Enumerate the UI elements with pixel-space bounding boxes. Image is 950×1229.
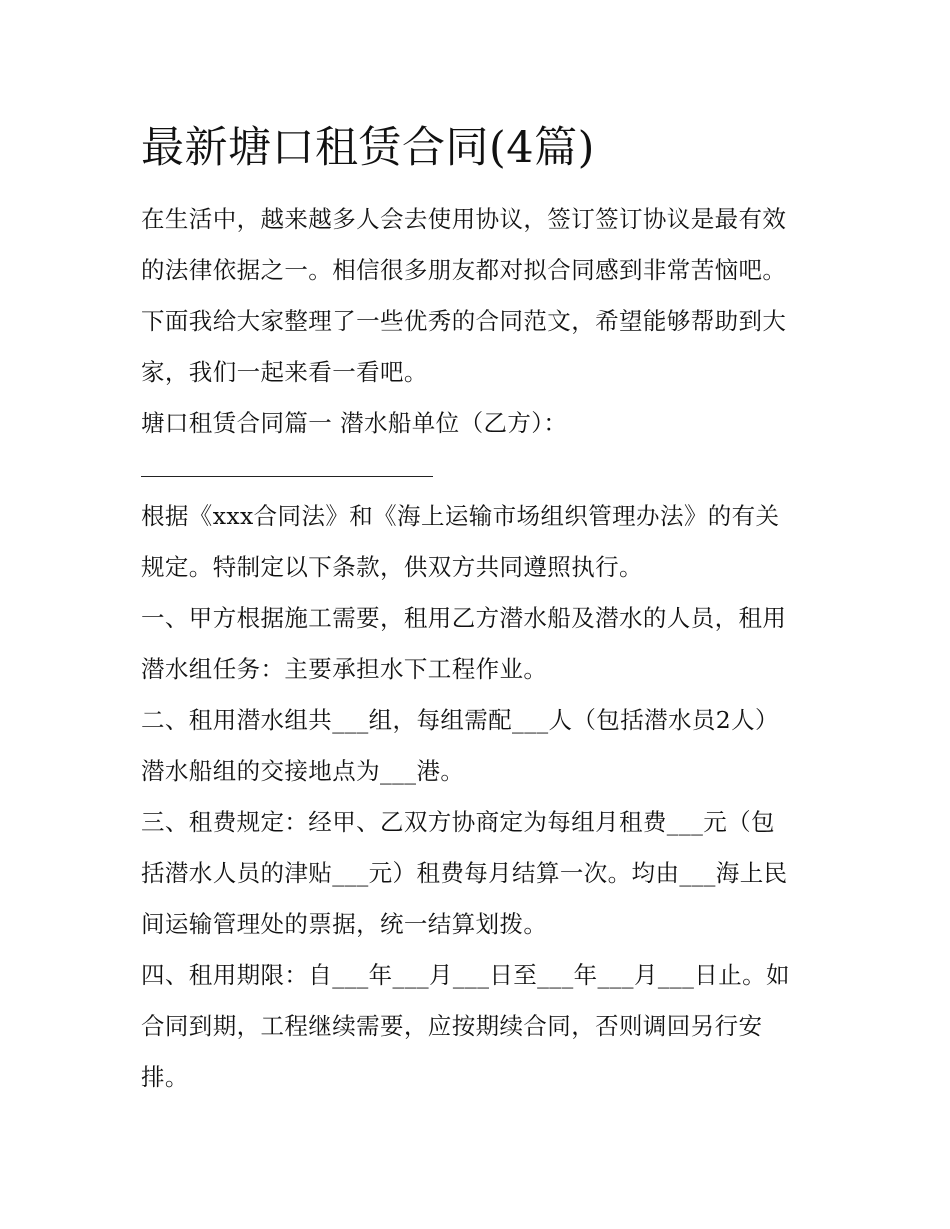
body-line: 根据《xxx合同法》和《海上运输市场组织管理办法》的有关 [141,502,780,530]
intro-line: 家，我们一起来看一看吧。 [141,358,428,386]
body-line: 合同到期，工程继续需要，应按期续合同，否则调回另行安 [141,1012,763,1040]
signature-blank-line [141,476,433,477]
body-line: 潜水组任务：主要承担水下工程作业。 [141,655,548,683]
intro-line: 下面我给大家整理了一些优秀的合同范文，希望能够帮助到大 [141,307,787,335]
body-line: 排。 [141,1063,189,1091]
body-line: 二、租用潜水组共___组，每组需配___人（包括潜水员2人） [141,706,779,734]
body-line: 间运输管理处的票据，统一结算划拨。 [141,910,548,938]
document-title: 最新塘口租赁合同(4篇) [141,123,595,173]
section-heading: 塘口租赁合同篇一 潜水船单位（乙方）： [141,409,568,437]
contract-clauses [141,491,821,1103]
document-body [141,118,821,1103]
intro-line: 在生活中，越来越多人会去使用协议，签订签订协议是最有效 [141,205,787,233]
body-line: 四、租用期限：自___年___月___日至___年___月___日止。如 [141,961,790,989]
body-line: 规定。特制定以下条款，供双方共同遵照执行。 [141,553,643,581]
intro-line: 的法律依据之一。相信很多朋友都对拟合同感到非常苦恼吧。 [141,256,787,284]
body-line: 括潜水人员的津贴___元）租费每月结算一次。均由___海上民 [141,859,788,887]
body-line: 三、租费规定：经甲、乙双方协商定为每组月租费___元（包 [141,808,775,836]
body-line: 潜水船组的交接地点为___港。 [141,757,465,785]
body-line: 一、甲方根据施工需要，租用乙方潜水船及潜水的人员，租用 [141,604,787,632]
intro-section [141,194,821,398]
